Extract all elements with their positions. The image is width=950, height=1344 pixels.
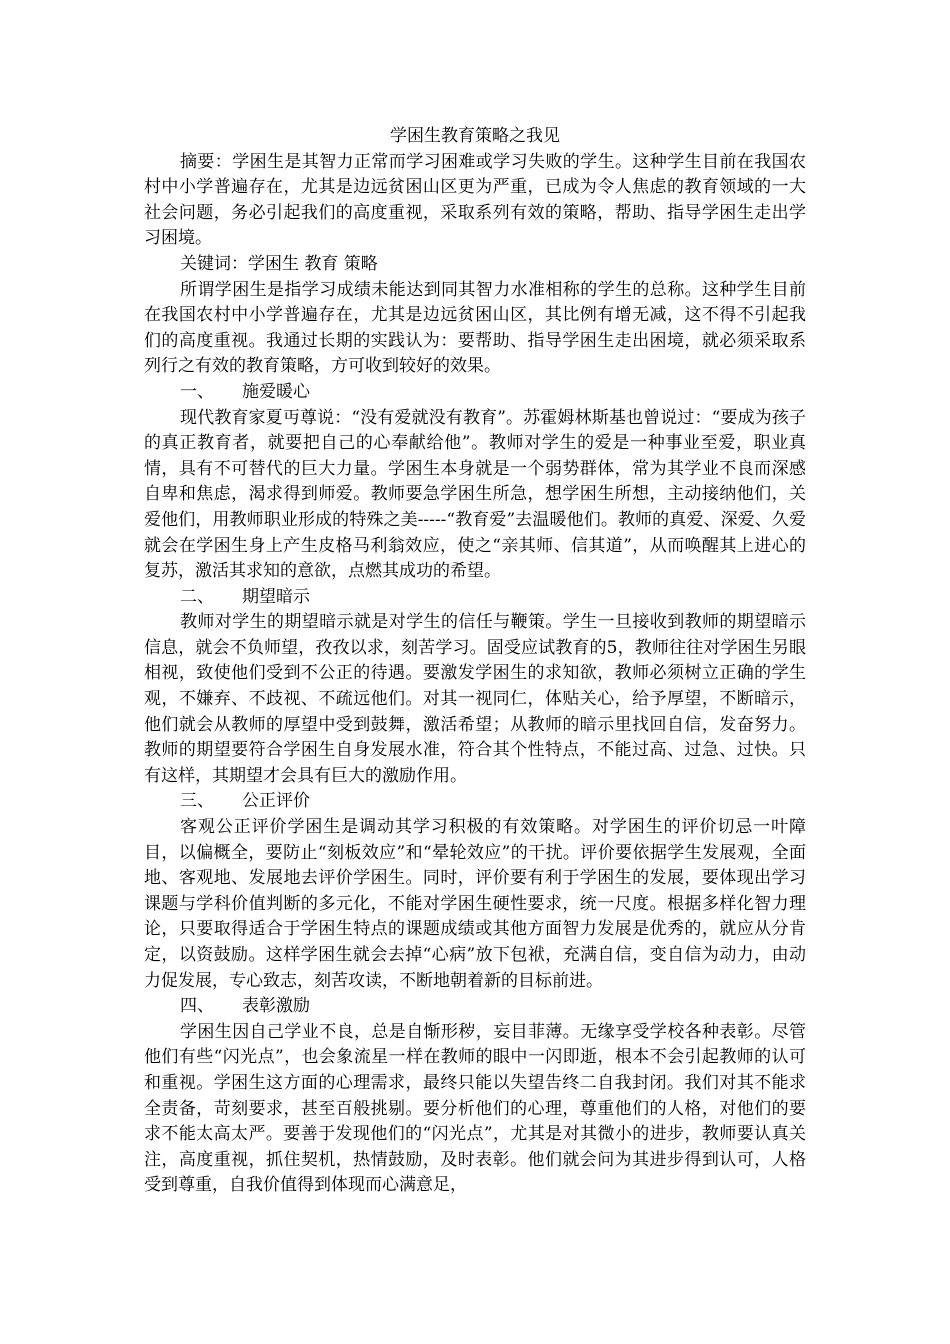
section-title: 施爱暖心: [242, 381, 310, 402]
section-heading: [144, 380, 806, 406]
section-body: 教师对学生的期望暗示就是对学生的信任与鞭策。学生一旦接收到教师的期望暗示信息，就会不负师望，孜孜以求，刻苦学习。固受应试教育的5，教师往往对学困生另眼相视，致使他们受到不公正的待遇。要激发学困生的求知欲，教师必须树立正确的学生观，不嫌弃、不歧视、不疏远他们。对其一视同仁，体贴关心，给予厚望，不断暗示，他们就会从教师的厚望中受到鼓舞，激活希望；从教师的暗示里找回自信，发奋努力。教师的期望要符合学困生自身发展水准，符合其个性特点，不能过高、过急、过快。只有这样，其期望才会具有巨大的激励作用。: [144, 612, 806, 786]
section-number: 三、: [180, 791, 214, 812]
document-title: 学困生教育策略之我见: [390, 126, 560, 146]
keywords-line: 关键词：学困生 教育 策略: [180, 253, 378, 274]
section-title: 期望暗示: [242, 586, 310, 607]
section-heading: [144, 994, 806, 1020]
section-body: 学困生因自己学业不良，总是自惭形秽，妄目菲薄。无缘享受学校各种表彰。尽管他们有些“闪光点”，也会象流星一样在教师的眼中一闪即逝，根本不会引起教师的认可和重视。学困生这方面的心理需求，最终只能以失望告终二自我封闭。我们对其不能求全责备，苛刻要求，甚至百般挑剔。要分析他们的心理，尊重他们的人格，对他们的要求不能太高太严。要善于发现他们的“闪光点”，尤其是对其微小的进步，教师要认真关注，高度重视，抓住契机，热情鼓励，及时表彰。他们就会问为其进步得到认可，人格受到尊重，自我价值得到体现而心满意足，: [144, 1021, 806, 1196]
document-page: [144, 124, 806, 1199]
section-number: 四、: [180, 996, 214, 1017]
section-title: 表彰激励: [242, 996, 310, 1017]
section-number: 一、: [180, 381, 214, 402]
abstract-paragraph: 摘要：学困生是其智力正常而学习困难或学习失败的学生。这种学生目前在我国农村中小学普遍存在，尤其是边远贫困山区更为严重，已成为令人焦虑的教育领域的一大社会问题，务必引起我们的高度重视，采取系列有效的策略，帮助、指导学困生走出学习困境。: [144, 151, 806, 249]
section-body: 现代教育家夏丏尊说：“没有爱就没有教育”。苏霍姆林斯基也曾说过：“要成为孩子的真正教育者，就要把自己的心奉献给他”。教师对学生的爱是一种事业至爱，职业真情，具有不可替代的巨大力量。学困生本身就是一个弱势群体，常为其学业不良而深感自卑和焦虑，渴求得到师爱。教师要急学困生所急，想学困生所想，主动接纳他们，关爱他们，用教师职业形成的特殊之美-----“教育爱”去温暖他们。教师的真爱、深爱、久爱就会在学困生身上产生皮格马利翁效应，使之“亲其师、信其道”，从而唤醒其上进心的复苏，激活其求知的意欲，点燃其成功的希望。: [144, 407, 806, 582]
section-title: 公正评价: [242, 791, 310, 812]
section-heading: [144, 789, 806, 815]
intro-paragraph: 所谓学困生是指学习成绩未能达到同其智力水准相称的学生的总称。这种学生目前在我国农村中小学普遍存在，尤其是边远贫困山区，其比例有增无减，这不得不引起我们的高度重视。我通过长期的实践认为：要帮助、指导学困生走出困境，就必须采取系列行之有效的教育策略，方可收到较好的效果。: [144, 279, 806, 377]
section-number: 二、: [180, 586, 214, 607]
section-heading: [144, 585, 806, 611]
section-body: 客观公正评价学困生是调动其学习积极的有效策略。对学困生的评价切忌一叶障目，以偏概全，要防止“刻板效应”和“晕轮效应”的干扰。评价要依据学生发展观，全面地、客观地、发展地去评价学困生。同时，评价要有利于学困生的发展，要体现出学习课题与学科价值判断的多元化，不能对学困生硬性要求，统一尺度。根据多样化智力理论，只要取得适合于学困生特点的课题成绩或其他方面智力发展是优秀的，就应从分肯定，以资鼓励。这样学困生就会去掉“心病”放下包袱，充满自信，变自信为动力，由动力促发展，专心致志，刻苦攻读，不断地朝着新的目标前进。: [144, 817, 806, 991]
